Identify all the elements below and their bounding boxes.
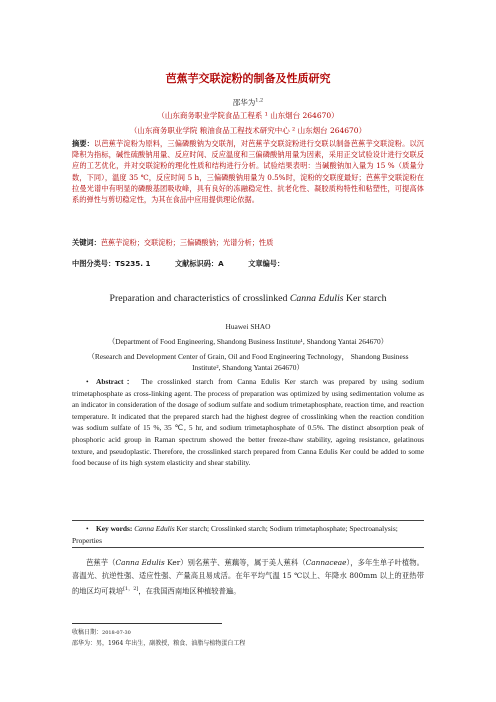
document-code: 文献标识码：A (174, 259, 224, 268)
english-title (0, 293, 496, 304)
english-abstract-label: Abstract： (96, 377, 137, 386)
english-abstract-text: The crosslinked starch from Canna Edulis Ker starch was prepared by using sodium trimetaphosphate as cross-linking agent. The process of preparation was optimized by using sedimentation volume as an indicator in consideration of the dosage of sodium sulfate and sodium trimetaphosphate, reaction time, and reaction temperature. It indicated that the prepared starch had the highest degree of crosslinking when the reaction condition was sodium sulfate of 15 %, 35 ℃, 5 hr, and sodium trimetaphosphate of 0.5%. The distinct absorption peak of phosphoric acid group in Raman spectrum showed the better freeze-thaw stability, ageing resistance, gelatinous texture, and pseudoplastic. Therefore, the crosslinked starch prepared from Canna Edulis Ker could be added to some food because of its high system elasticity and shear stability. (72, 377, 424, 468)
intro-text-d: ，在我国西南地区种植较普遍。 (138, 586, 241, 596)
intro-italic-1: Canna Edulis (115, 558, 165, 567)
chinese-keywords-label: 关键词： (72, 238, 101, 247)
chinese-keywords (72, 238, 424, 248)
author-superscript: 1,2 (255, 97, 264, 104)
intro-text-b: Ker）别名蕉芋、蕉藕等，属于美人蕉科（ (164, 558, 306, 567)
footnote-author (72, 638, 245, 647)
chinese-author-line (0, 97, 496, 108)
chinese-author: 邵华为 (232, 98, 256, 107)
intro-text-a: 芭蕉芋（ (86, 558, 116, 567)
chinese-affiliation-1: （山东商务职业学院食品工程系 ¹ 山东烟台 264670） (157, 111, 339, 120)
english-keywords (72, 523, 424, 546)
intro-italic-2: Cannaceae (305, 558, 347, 567)
english-title-post: Ker starch (343, 293, 387, 304)
english-keywords-label: Key words: (96, 524, 133, 533)
intro-text-c: ），多年生单子叶植物。喜温光、抗逆性强、适应性强、产量高且易成活。在年平均气温 15 ℃以上、年降水 800mm 以上的亚热带的地区均可栽培 (72, 558, 424, 596)
chinese-title: 芭蕉芋交联淀粉的制备及性质研究 (165, 72, 331, 85)
english-affiliation-2: （Research and Development Center of Grain, Oil and Food Engineering Technology， Shandong Business Institute², Shandong Yantai 264670） (87, 352, 409, 372)
received-date: 2018-07-30 (102, 630, 131, 636)
english-keywords-italic: Canna Edulis (132, 524, 175, 533)
intro-reference: [1，2] (123, 585, 139, 592)
received-label: 收稿日期： (72, 629, 103, 636)
english-affiliation-1: （Department of Food Engineering, Shandong Business Institute¹, Shandong Yantai 264670） (107, 337, 389, 346)
footnote-divider (72, 623, 222, 624)
chinese-affiliation-2: （山东商务职业学院 粮油食品工程技术研究中心 ² 山东烟台 264670） (129, 126, 367, 135)
english-abstract (72, 376, 424, 469)
classification-line (72, 259, 432, 269)
article-number: 文章编号： (248, 259, 285, 268)
abstract-bullet: • (86, 377, 89, 386)
english-keywords-text: Ker starch; Crosslinked starch; Sodium trimetaphosphate; Spectroanalysis; Properties (72, 524, 398, 545)
chinese-keywords-text: 芭蕉芋淀粉；交联淀粉；三偏磷酸钠；光谱分析；性质 (100, 238, 274, 247)
english-title-italic: Canna Edulis (289, 293, 344, 304)
english-title-pre: Preparation and characteristics of crosslinked (109, 293, 290, 304)
author-note-info: 1964 年出生，副教授，粮食、油脂与植物蛋白工程 (108, 640, 246, 647)
author-note-label: 邵华为：男， (72, 640, 109, 647)
classification-code: 中图分类号：TS235. 1 (72, 259, 151, 268)
footnote-received (72, 627, 131, 636)
keywords-top-rule (72, 520, 424, 521)
keywords-bullet: • (86, 524, 89, 533)
keywords-bottom-rule (72, 547, 424, 548)
chinese-abstract (72, 138, 424, 205)
chinese-abstract-label: 摘要： (72, 139, 95, 148)
intro-paragraph (72, 556, 424, 598)
english-author: Huawei SHAO (225, 322, 271, 331)
chinese-abstract-text: 以芭蕉芋淀粉为原料，三偏磷酸钠为交联剂，对芭蕉芋交联淀粉进行交联以制备芭蕉芋交联淀粉。以沉降积为指标，碱性硫酸钠用量、反应时间、反应温度和三偏磷酸钠用量为因素，采用正交试验设计进行交联反应的工艺优化，并对交联淀粉的理化性质和结构进行分析。试验结果表明：当碱酸钠加入量为 15 %（质量分数，下同），温度 35 ℃，反应时间 5 h，三偏磷酸钠用量为 0.5%时，淀粉的交联度最好；芭蕉芋交联淀粉在拉曼光谱中有明显的磷酸基团吸收峰，具有良好的冻融稳定性、抗老化性、凝胶质构特性和粘塑性，可提高体系的弹性与剪切稳定性，为其在食品中应用提供理论依据。 (72, 139, 424, 205)
